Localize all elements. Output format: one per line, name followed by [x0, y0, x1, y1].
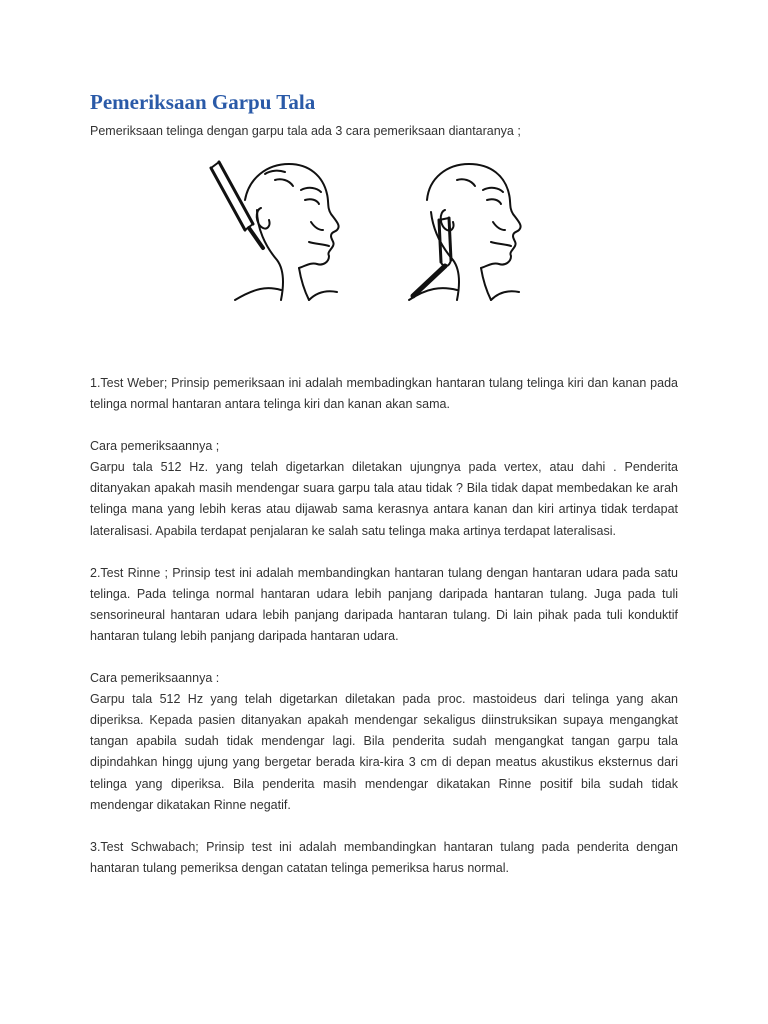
head-profile-with-tuning-fork-on-mastoid-icon: [211, 162, 339, 300]
paragraph-cara-rinne: Garpu tala 512 Hz yang telah digetarkan diletakan pada proc. mastoideus dari telinga yang akan diperiksa. Kepada pasien ditanyakan apakah mendengar sekaligus diinstruksikan supaya mengangkat tangan apabila sudah tidak mendengar lagi. Bila penderita sudah mengangkat tangan garpu tala dipindahkan hingg ujung yang bergetar berada kira-kira 3 cm di depan meatus akustikus eksternus dari telinga yang diperiksa. Bila penderita masih mendengar dikatakan Rinne positif bila sudah tidak mendengar dikatakan Rinne negatif.: [90, 692, 678, 812]
tuning-fork-illustration: [205, 150, 575, 312]
paragraph-cara-weber: Garpu tala 512 Hz. yang telah digetarkan diletakan ujungnya pada vertex, atau dahi . Penderita ditanyakan apakah masih mendengar suara garpu tala atau tidak ? Bila tidak dapat membedakan ke arah telinga mana yang lebih keras atau dijawab sama kerasnya antara kanan dan kiri artinya tidak terdapat lateralisasi. Apabila terdapat penjalaran ke salah satu telinga maka artinya terdapat lateralisasi.: [90, 460, 678, 538]
paragraph-test-rinne: 2.Test Rinne ; Prinsip test ini adalah membandingkan hantaran tulang dengan hantaran udara pada satu telinga. Pada telinga normal hantaran udara lebih panjang daripada hantaran tulang. Juga pada tuli sensorineural hantaran udara lebih panjang daripada hantaran tulang. Di lain pihak pada tuli konduktif hantaran tulang lebih panjang daripada hantaran udara.: [90, 565, 678, 643]
head-profile-with-tuning-fork-near-ear-icon: [409, 164, 521, 300]
paragraph-cara-weber-heading: Cara pemeriksaannya ;: [90, 439, 220, 454]
intro-text: Pemeriksaan telinga dengan garpu tala ada 3 cara pemeriksaan diantaranya ;: [90, 124, 521, 138]
page-title: Pemeriksaan Garpu Tala: [90, 90, 316, 114]
body-text: [90, 373, 678, 900]
paragraph-test-weber: 1.Test Weber; Prinsip pemeriksaan ini adalah membadingkan hantaran tulang telinga kiri dan kanan pada telinga normal hantaran antara telinga kiri dan kanan akan sama.: [90, 376, 678, 412]
paragraph-test-schwabach: 3.Test Schwabach; Prinsip test ini adalah membandingkan hantaran tulang pada penderita dengan hantaran tulang pemeriksa dengan catatan telinga pemeriksa harus normal.: [90, 839, 678, 875]
paragraph-cara-rinne-heading: Cara pemeriksaannya :: [90, 671, 220, 686]
